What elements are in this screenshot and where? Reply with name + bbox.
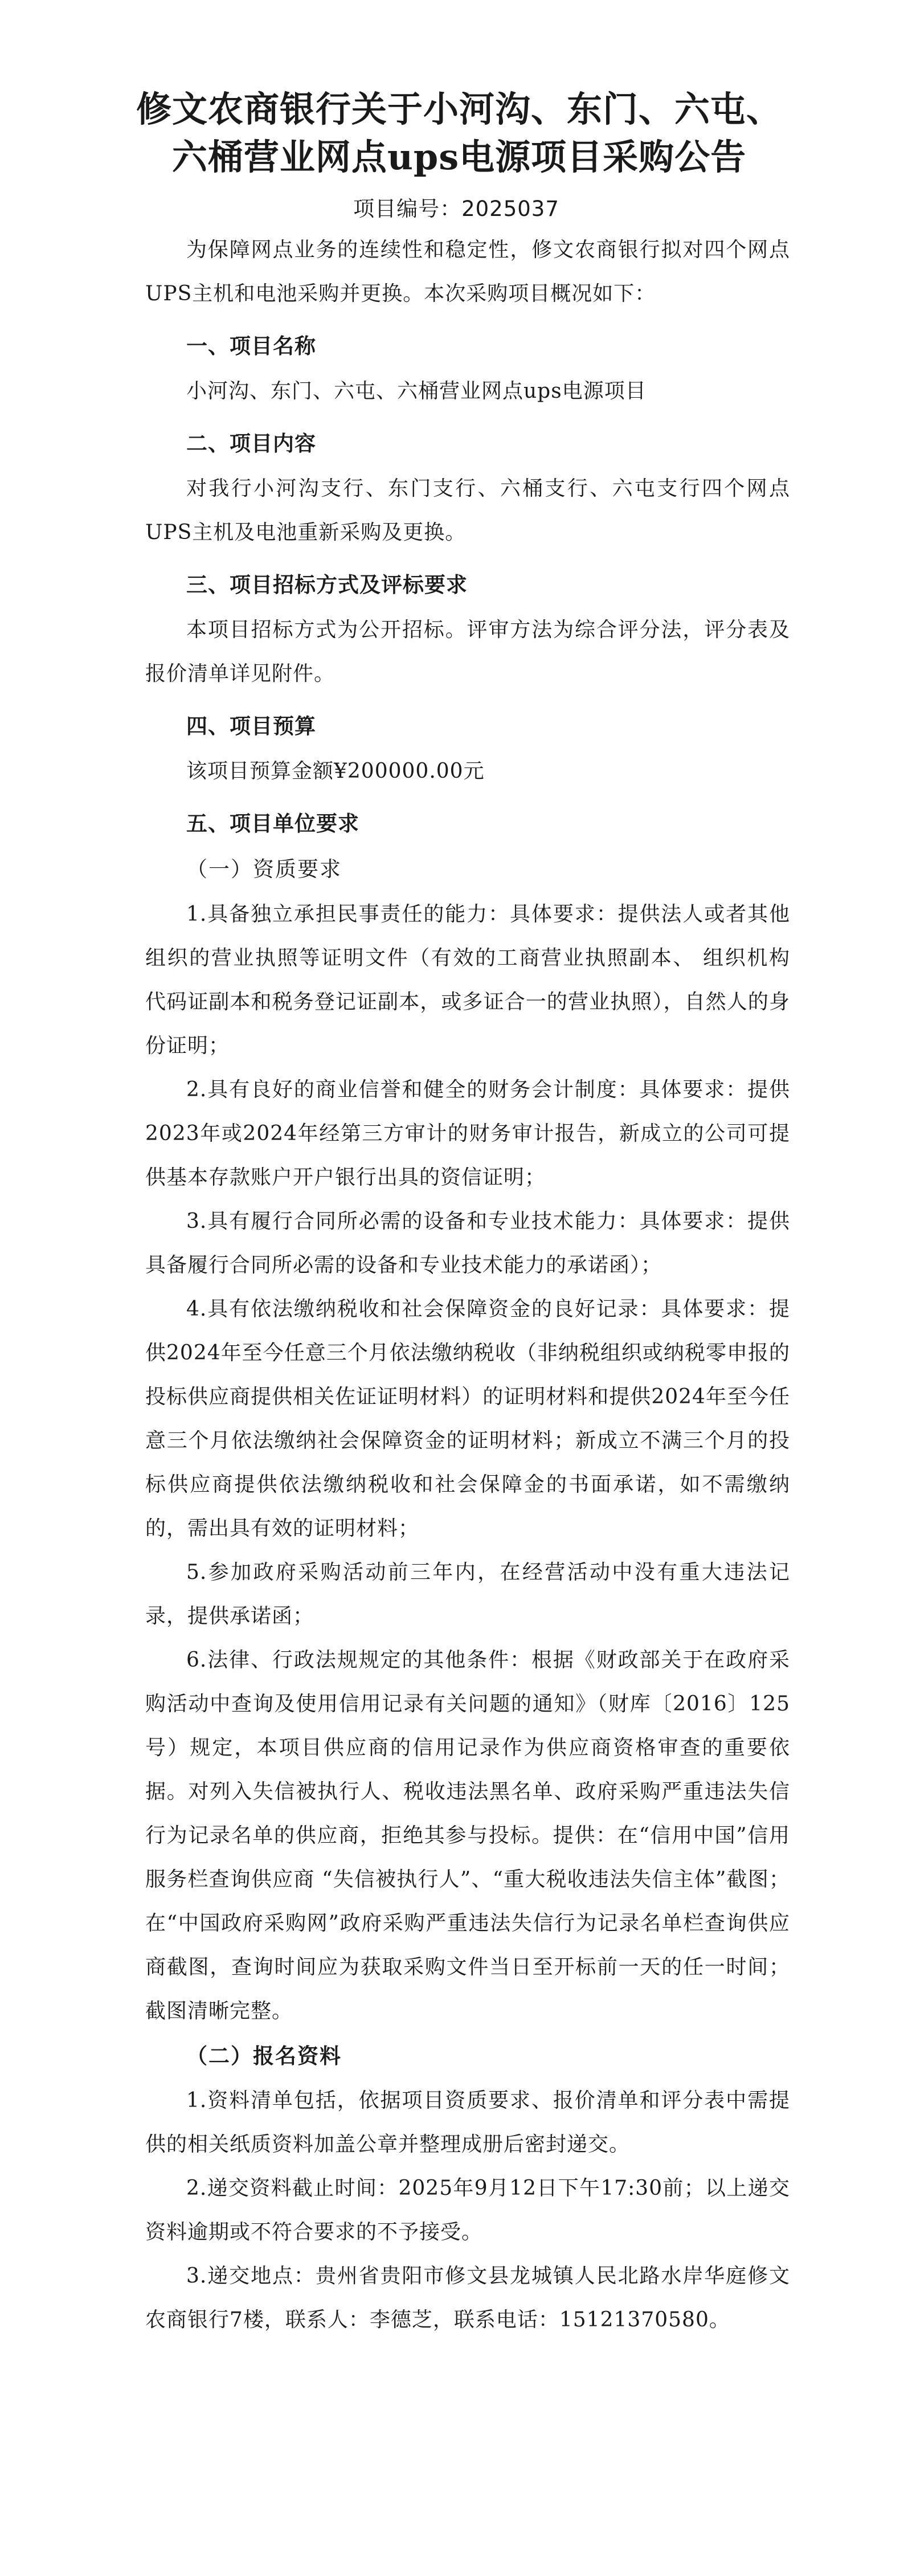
intro-paragraph: 为保障网点业务的连续性和稳定性，修文农商银行拟对四个网点UPS主机和电池采购并更换。本次采购项目概况如下： [145,238,790,305]
section-3-body: 本项目招标方式为公开招标。评审方法为综合评分法，评分表及报价清单详见附件。 [145,618,790,685]
registration-subheading: （二）报名资料 [186,2043,342,2068]
registration-item-2: 2.递交资料截止时间：2025年9月12日下午17:30前；以上递交资料逾期或不符合要求的不予接受。 [145,2177,790,2244]
qualification-item-2: 2.具有良好的商业信誉和健全的财务会计制度：具体要求：提供2023年或2024年经第三方审计的财务审计报告，新成立的公司可提供基本存款账户开户银行出具的资信证明； [145,1078,790,1189]
section-2-heading: 二、项目内容 [186,431,316,456]
qualification-item-3: 3.具有履行合同所必需的设备和专业技术能力：具体要求：提供具备履行合同所必需的设备和专业技术能力的承诺函）； [145,1210,790,1277]
qualification-item-4: 4.具有依法缴纳税收和社会保障资金的良好记录：具体要求：提供2024年至今任意三个月依法缴纳税收（非纳税组织或纳税零申报的投标供应商提供相关佐证证明材料）的证明材料和提供2024年至今任意三个月依法缴纳社会保障资金的证明材料；新成立不满三个月的投标供应商提供依法缴纳税收和社会保障金的书面承诺，如不需缴纳的，需出具有效的证明材料； [145,1297,790,1540]
section-4-body: 该项目预算金额¥200000.00元 [186,760,485,783]
qualification-item-1: 1.具备独立承担民事责任的能力：具体要求：提供法人或者其他组织的营业执照等证明文件（有效的工商营业执照副本、 组织机构 代码证副本和税务登记证副本，或多证合一的营业执照），自然人的身份证明； [145,903,790,1058]
qualification-subheading: （一）资质要求 [186,857,342,881]
qualification-item-6: 6.法律、行政法规规定的其他条件：根据《财政部关于在政府采购活动中查询及使用信用记录有关问题的通知》（财库〔2016〕125 号）规定，本项目供应商的信用记录作为供应商资格审查的重要依据。对列入失信被执行人、税收违法黑名单、政府采购严重违法失信行为记录名单的供应商，拒绝其参与投标。提供：在“信用中国”信用服务栏查询供应商 “失信被执行人”、“重大税收违法失信主体”截图；在“中国政府采购网”政府采购严重违法失信行为记录名单栏查询供应商截图，查询时间应为获取采购文件当日至开标前一天的任一时间；截图清晰完整。 [145,1648,790,2023]
registration-item-3: 3.递交地点：贵州省贵阳市修文县龙城镇人民北路水岸华庭修文农商银行7楼，联系人：李德芝，联系电话：15121370580。 [145,2264,790,2332]
qualification-item-5: 5.参加政府采购活动前三年内，在经营活动中没有重大违法记录，提供承诺函； [145,1561,790,1628]
section-3-heading: 三、项目招标方式及评标要求 [186,573,468,597]
document-title: 修文农商银行关于小河沟、东门、六屯、六桶营业网点ups电源项目采购公告 [136,88,782,178]
registration-item-1: 1.资料清单包括，依据项目资质要求、报价清单和评分表中需提供的相关纸质资料加盖公章并整理成册后密封递交。 [145,2089,790,2156]
section-1-heading: 一、项目名称 [186,334,316,358]
section-5-heading: 五、项目单位要求 [186,811,359,836]
section-4-heading: 四、项目预算 [186,714,316,738]
section-1-body: 小河沟、东门、六屯、六桶营业网点ups电源项目 [186,379,647,403]
project-number: 项目编号：2025037 [353,197,559,221]
section-2-body: 对我行小河沟支行、东门支行、六桶支行、六屯支行四个网点UPS主机及电池重新采购及更换。 [145,477,790,544]
